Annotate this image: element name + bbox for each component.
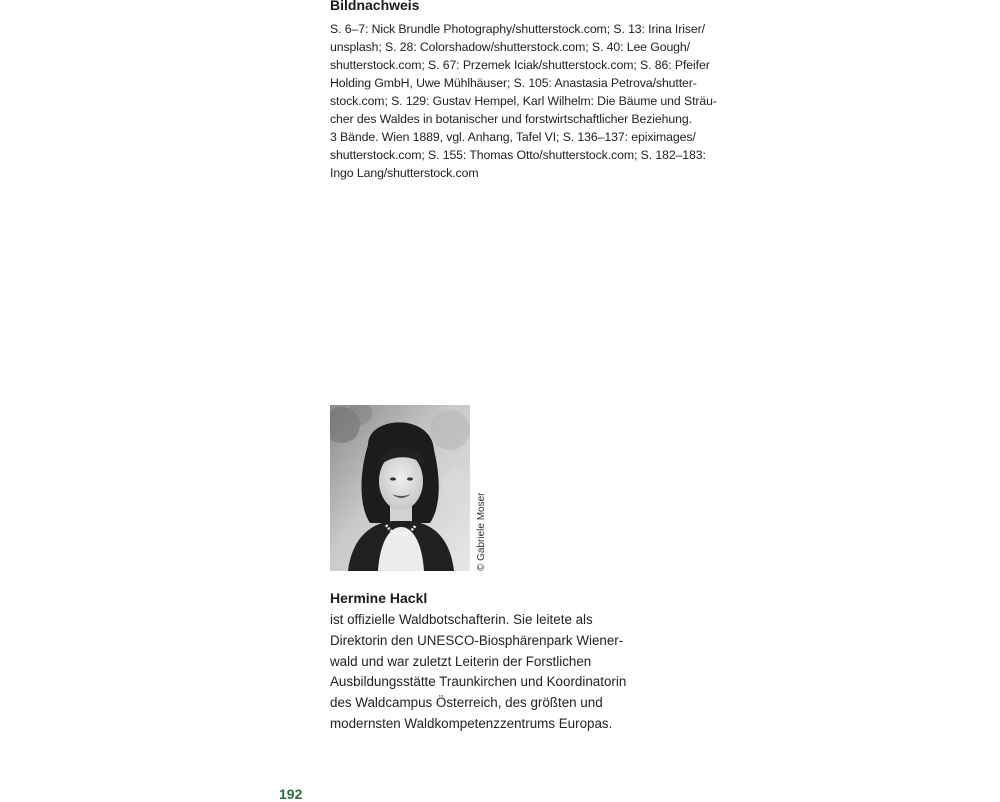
bio-line: wald und war zuletzt Leiterin der Forstlichen (330, 653, 592, 669)
bio-line: modernsten Waldkompetenzzentrums Europas. (330, 715, 613, 731)
credit-line: stock.com; S. 129: Gustav Hempel, Karl Wilhelm: Die Bäume und Sträu- (330, 94, 717, 108)
credit-line: shutterstock.com; S. 155: Thomas Otto/shutterstock.com; S. 182–183: (330, 148, 706, 162)
credit-line: cher des Waldes in botanischer und forstwirtschaftlicher Beziehung. (330, 112, 692, 126)
credit-line: S. 6–7: Nick Brundle Photography/shutterstock.com; S. 13: Irina Iriser/ (330, 22, 705, 36)
bio-line: ist offizielle Waldbotschafterin. Sie leitete als (330, 612, 593, 627)
photo-credit: © Gabriele Moser (476, 492, 487, 571)
author-bio (330, 610, 650, 735)
credits-text (330, 20, 730, 182)
credit-line: unsplash; S. 28: Colorshadow/shutterstock.com; S. 40: Lee Gough/ (330, 40, 690, 54)
bio-line: Ausbildungsstätte Traunkirchen und Koordinatorin (330, 674, 627, 690)
bio-line: Direktorin den UNESCO-Biosphärenpark Wiener- (330, 632, 624, 648)
credits-heading: Bildnachweis (330, 0, 420, 13)
credit-line: 3 Bände. Wien 1889, vgl. Anhang, Tafel VI; S. 136–137: epiximages/ (330, 130, 696, 144)
page-number: 192 (279, 786, 303, 802)
credit-line: shutterstock.com; S. 67: Przemek Iciak/shutterstock.com; S. 86: Pfeifer (330, 58, 710, 72)
credit-line: Holding GmbH, Uwe Mühlhäuser; S. 105: Anastasia Petrova/shutter- (330, 76, 697, 90)
bio-line: des Waldcampus Österreich, des größten und (330, 695, 603, 711)
author-name: Hermine Hackl (330, 590, 428, 606)
credit-line: Ingo Lang/shutterstock.com (330, 166, 479, 180)
author-portrait-photo (330, 405, 470, 571)
